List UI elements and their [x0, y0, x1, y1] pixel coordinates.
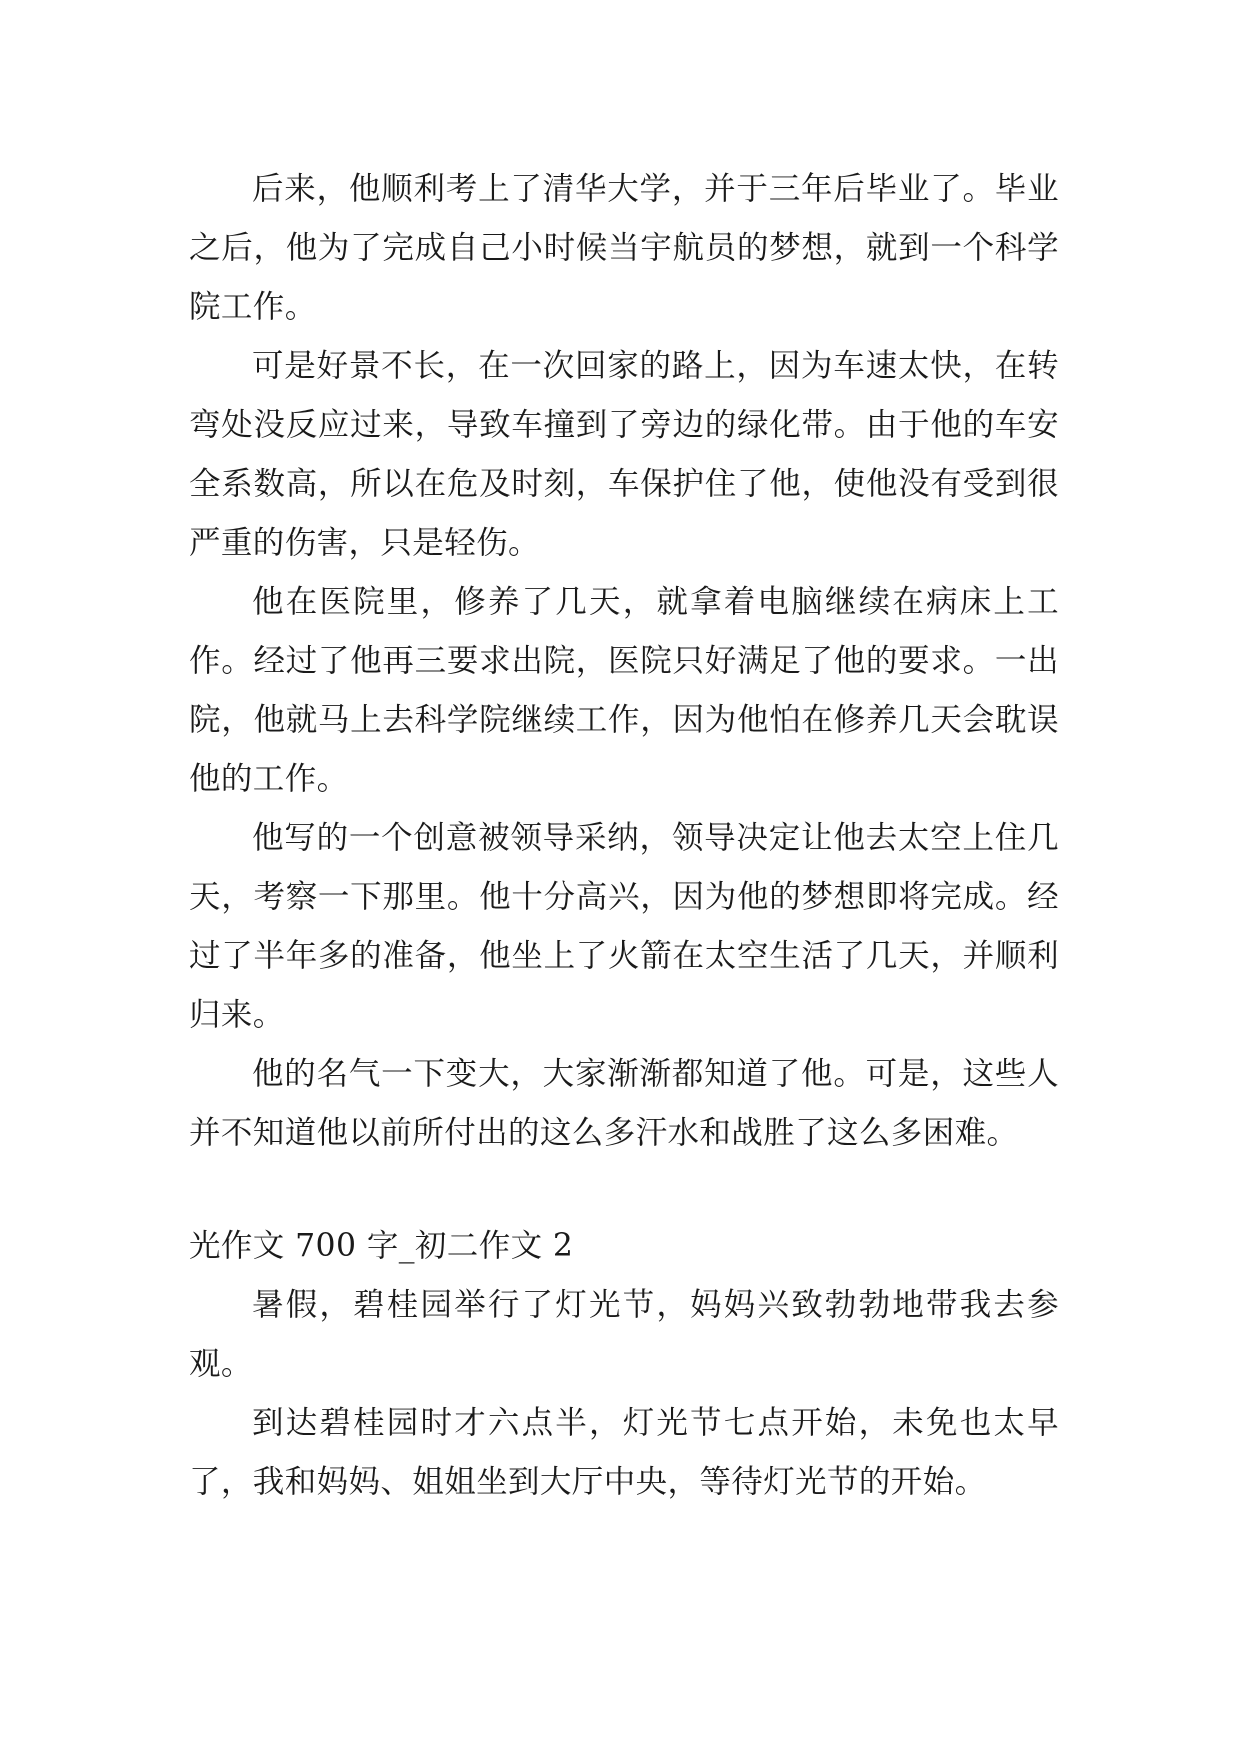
paragraph: 到达碧桂园时才六点半，灯光节七点开始，未免也太早了，我和妈妈、姐姐坐到大厅中央，等待灯光节的开始。 — [189, 1405, 1059, 1500]
paragraph: 暑假，碧桂园举行了灯光节，妈妈兴致勃勃地带我去参观。 — [189, 1287, 1059, 1382]
paragraph: 他写的一个创意被领导采纳，领导决定让他去太空上住几天，考察一下那里。他十分高兴，因为他的梦想即将完成。经过了半年多的准备，他坐上了火箭在太空生活了几天，并顺利归来。 — [189, 820, 1059, 1033]
paragraph: 可是好景不长，在一次回家的路上，因为车速太快，在转弯处没反应过来，导致车撞到了旁边的绿化带。由于他的车安全系数高，所以在危及时刻，车保护住了他，使他没有受到很严重的伤害，只是轻伤。 — [189, 348, 1059, 561]
paragraph: 后来，他顺利考上了清华大学，并于三年后毕业了。毕业之后，他为了完成自己小时候当宇航员的梦想，就到一个科学院工作。 — [189, 171, 1059, 325]
paragraph: 他的名气一下变大，大家渐渐都知道了他。可是，这些人并不知道他以前所付出的这么多汗水和战胜了这么多困难。 — [189, 1056, 1059, 1151]
section-heading: 光作文 700 字_初二作文 2 — [189, 1228, 574, 1264]
paragraph: 他在医院里，修养了几天，就拿着电脑继续在病床上工作。经过了他再三要求出院，医院只好满足了他的要求。一出院，他就马上去科学院继续工作，因为他怕在修养几天会耽误他的工作。 — [189, 584, 1059, 797]
document-body — [189, 160, 1059, 1512]
